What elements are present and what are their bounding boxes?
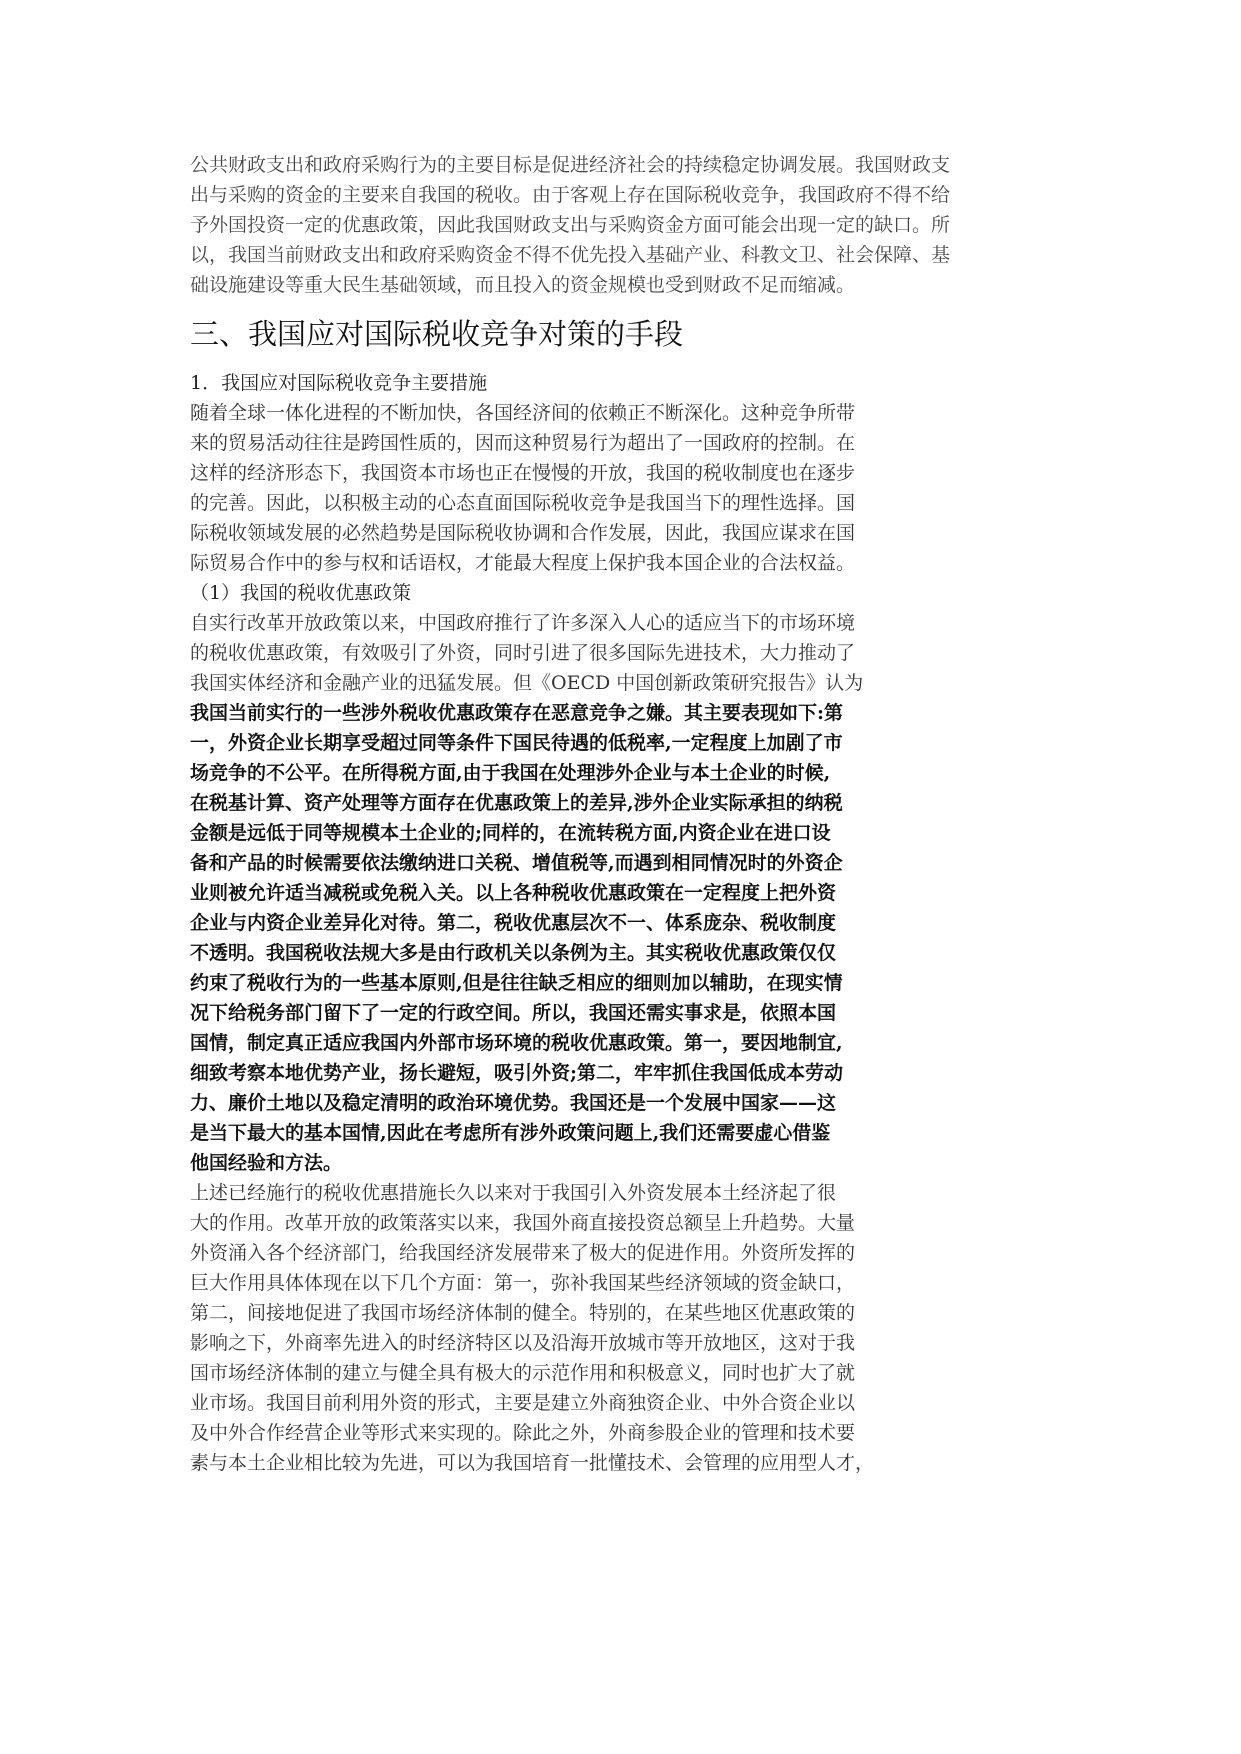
bold-text-line: 他国经验和方法。 [190,1152,343,1174]
paragraph-foreign-investment-effects [190,1178,1070,1478]
bold-text-line: 不透明。我国税收法规大多是由行政机关以条例为主。其实税收优惠政策仅仅 [190,942,837,964]
text-line: 的完善。因此，以积极主动的心态直面国际税收竞争是我国当下的理性选择。国 [190,492,856,514]
bold-text-line: 力、廉价土地以及稳定清明的政治环境优势。我国还是一个发展中国家——这 [190,1092,837,1114]
bold-paragraph-oecd-findings [190,698,1070,1178]
subheading-tax-preferential-policy: （1）我国的税收优惠政策 [190,582,412,604]
bold-text-line: 金额是远低于同等规模本土企业的;同样的，在流转税方面,内资企业在进口设 [190,822,831,844]
text-line: 公共财政支出和政府采购行为的主要目标是促进经济社会的持续稳定协调发展。我国财政支 [190,154,951,176]
text-line: 予外国投资一定的优惠政策，因此我国财政支出与采购资金方面可能会出现一定的缺口。所 [190,214,951,236]
text-line: 素与本土企业相比较为先进，可以为我国培育一批懂技术、会管理的应用型人才， [190,1452,875,1474]
subheading-measures: 1．我国应对国际税收竞争主要措施 [190,372,488,394]
bold-text-line: 细致考察本地优势产业，扬长避短，吸引外资;第二，牢牢抓住我国低成本劳动 [190,1062,844,1084]
text-line: 国市场经济体制的建立与健全具有极大的示范作用和积极意义，同时也扩大了就 [190,1362,856,1384]
text-line: 大的作用。改革开放的政策落实以来，我国外商直接投资总额呈上升趋势。大量 [190,1212,856,1234]
text-line: 第二，间接地促进了我国市场经济体制的健全。特别的，在某些地区优惠政策的 [190,1302,856,1324]
bold-text-line: 是当下最大的基本国情,因此在考虑所有涉外政策问题上,我们还需要虚心借鉴 [190,1122,831,1144]
bold-text-line: 况下给税务部门留下了一定的行政空间。所以，我国还需实事求是，依照本国 [190,1002,837,1024]
text-line: 巨大作用具体体现在以下几个方面：第一，弥补我国某些经济领域的资金缺口， [190,1272,856,1294]
paragraph-tax-policy [190,608,1070,698]
text-line: 础设施建设等重大民生基础领域，而且投入的资金规模也受到财政不足而缩减。 [190,274,856,296]
bold-text-line: 备和产品的时候需要依法缴纳进口关税、增值税等,而遇到相同情况时的外资企 [190,852,843,874]
section-heading: 三、我国应对国际税收竞争对策的手段 [190,317,684,351]
bold-text-line: 我国当前实行的一些涉外税收优惠政策存在恶意竞争之嫌。其主要表现如下:第 [190,702,844,724]
text-line: 际贸易合作中的参与权和话语权，才能最大程度上保护我本国企业的合法权益。 [190,552,856,574]
text-line: 自实行改革开放政策以来，中国政府推行了许多深入人心的适应当下的市场环境 [190,612,856,634]
text-line: 外资涌入各个经济部门，给我国经济发展带来了极大的促进作用。外资所发挥的 [190,1242,856,1264]
text-line: 这样的经济形态下，我国资本市场也正在慢慢的开放，我国的税收制度也在逐步 [190,462,856,484]
text-line: 及中外合作经营企业等形式来实现的。除此之外，外商参股企业的管理和技术要 [190,1422,856,1444]
text-line: 随着全球一体化进程的不断加快，各国经济间的依赖正不断深化。这种竞争所带 [190,402,856,424]
document-page [190,150,1070,1478]
intro-paragraph [190,150,1070,300]
bold-text-line: 在税基计算、资产处理等方面存在优惠政策上的差异,涉外企业实际承担的纳税 [190,792,843,814]
paragraph-globalization [190,398,1070,578]
text-line: 来的贸易活动往往是跨国性质的，因而这种贸易行为超出了一国政府的控制。在 [190,432,856,454]
text-line: 以，我国当前财政支出和政府采购资金不得不优先投入基础产业、科教文卫、社会保障、基 [190,244,951,266]
text-line: 业市场。我国目前利用外资的形式，主要是建立外商独资企业、中外合资企业以 [190,1392,856,1414]
bold-text-line: 场竞争的不公平。在所得税方面,由于我国在处理涉外企业与本土企业的时候, [190,762,831,784]
bold-text-line: 业则被允许适当减税或免税入关。以上各种税收优惠政策在一定程度上把外资 [190,882,837,904]
bold-text-line: 国情，制定真正适应我国内外部市场环境的税收优惠政策。第一，要因地制宜, [190,1032,843,1054]
text-line: 影响之下，外商率先进入的时经济特区以及沿海开放城市等开放地区，这对于我 [190,1332,856,1354]
bold-text-line: 企业与内资企业差异化对待。第二，税收优惠层次不一、体系庞杂、税收制度 [190,912,837,934]
text-line: 的税收优惠政策，有效吸引了外资，同时引进了很多国际先进技术，大力推动了 [190,642,856,664]
text-line: 际税收领域发展的必然趋势是国际税收协调和合作发展，因此，我国应谋求在国 [190,522,856,544]
text-line: 上述已经施行的税收优惠措施长久以来对于我国引入外资发展本土经济起了很 [190,1182,837,1204]
bold-text-line: 约束了税收行为的一些基本原则,但是往往缺乏相应的细则加以辅助，在现实情 [190,972,843,994]
text-line: 出与采购的资金的主要来自我国的税收。由于客观上存在国际税收竞争，我国政府不得不给 [190,184,951,206]
bold-text-line: 一，外资企业长期享受超过同等条件下国民待遇的低税率,一定程度上加剧了市 [190,732,843,754]
text-line: 我国实体经济和金融产业的迅猛发展。但《OECD 中国创新政策研究报告》认为 [190,672,864,694]
